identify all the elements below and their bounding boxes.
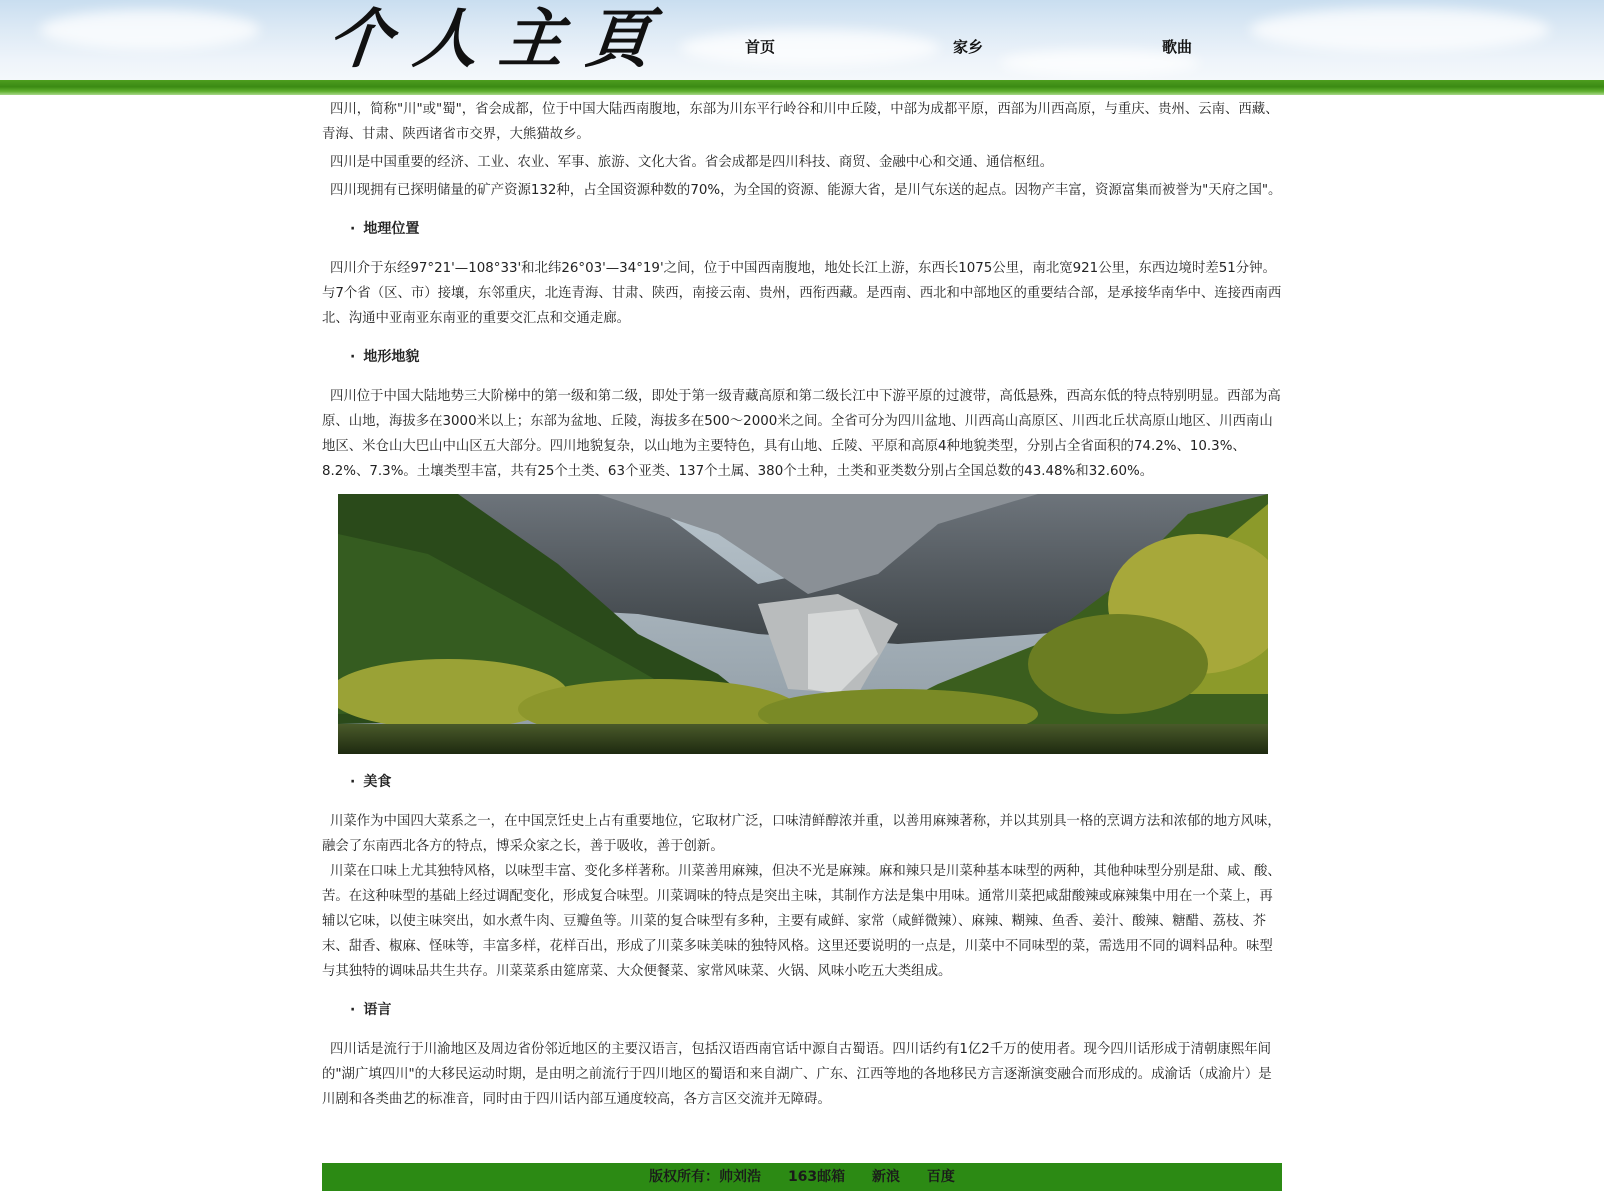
- footer-bar: [322, 1163, 1282, 1191]
- footer-link-sina[interactable]: 新浪: [872, 1169, 901, 1185]
- footer-link-163-mail[interactable]: 163邮箱: [787, 1169, 846, 1185]
- section-heading-food: · 美食: [350, 770, 1282, 795]
- header-divider-bar: [0, 80, 1604, 95]
- copyright-text: 版权所有：帅刘浩: [649, 1169, 762, 1185]
- geo-paragraph: 四川介于东经97°21'—108°33'和北纬26°03'—34°19'之间，位于中国西南腹地，地处长江上游，东西长1075公里，南北宽921公里，东西边境时差51分钟。与7个省（区、市）接壤，东邻重庆，北连青海、甘肃、陕西，南接云南、贵州，西衔西藏。是西南、西北和中部地区的重要结合部，是承接华南华中、连接西南西北、沟通中亚南亚东南亚的重要交汇点和交通走廊。: [322, 261, 1282, 326]
- intro-paragraph: 四川是中国重要的经济、工业、农业、军事、旅游、文化大省。省会成都是四川科技、商贸、金融中心和交通、通信枢纽。: [330, 155, 1054, 170]
- site-logo: 个人主頁: [324, 2, 676, 77]
- header: [0, 0, 1604, 80]
- cloud-decoration: [680, 30, 940, 66]
- nav-home[interactable]: 首页: [745, 38, 776, 56]
- footer-link-baidu[interactable]: 百度: [926, 1169, 955, 1185]
- section-heading-geo: · 地理位置: [350, 217, 1282, 242]
- cloud-decoration: [40, 10, 260, 50]
- section-heading-terrain: · 地形地貌: [350, 345, 1282, 370]
- landscape-image: [338, 494, 1268, 754]
- intro-paragraph: 四川现拥有已探明储量的矿产资源132种，占全国资源种数的70%，为全国的资源、能源大省，是川气东送的起点。因物产丰富，资源富集而被誉为"天府之国"。: [330, 183, 1282, 198]
- cloud-decoration: [1250, 8, 1550, 52]
- main-content: [322, 97, 1282, 1115]
- food-paragraph: 川菜在口味上尤其独特风格，以味型丰富、变化多样著称。川菜善用麻辣，但决不光是麻辣。麻和辣只是川菜种基本味型的两种，其他种味型分别是甜、咸、酸、苦。在这种味型的基础上经过调配变化，形成复合味型。川菜调味的特点是突出主味，其制作方法是集中用味。通常川菜把咸甜酸辣或麻辣集中用在一个菜上，再辅以它味，以使主味突出，如水煮牛肉、豆瓣鱼等。川菜的复合味型有多种，主要有咸鲜、家常（咸鲜微辣）、麻辣、糊辣、鱼香、姜汁、酸辣、糖醋、荔枝、芥末、甜香、椒麻、怪味等，丰富多样，花样百出，形成了川菜多味美味的独特风格。这里还要说明的一点是，川菜中不同味型的菜，需选用不同的调料品种。味型与其独特的调味品共生共存。川菜菜系由筵席菜、大众便餐菜、家常风味菜、火锅、风味小吃五大类组成。: [322, 864, 1281, 979]
- food-paragraph: 川菜作为中国四大菜系之一，在中国烹饪史上占有重要地位，它取材广泛，口味清鲜醇浓并重，以善用麻辣著称，并以其别具一格的烹调方法和浓郁的地方风味，融会了东南西北各方的特点，博采众家之长，善于吸收，善于创新。: [322, 814, 1281, 854]
- language-paragraph: 四川话是流行于川渝地区及周边省份邻近地区的主要汉语言，包括汉语西南官话中源自古蜀语。四川话约有1亿2千万的使用者。现今四川话形成于清朝康熙年间的"湖广填四川"的大移民运动时期，是由明之前流行于四川地区的蜀语和来自湖广、广东、江西等地的各地移民方言逐渐演变融合而形成的。成渝话（成渝片）是川剧和各类曲艺的标准音，同时由于四川话内部互通度较高，各方言区交流并无障碍。: [322, 1042, 1272, 1107]
- nav-hometown[interactable]: 家乡: [953, 38, 984, 56]
- nav-songs[interactable]: 歌曲: [1162, 38, 1193, 56]
- terrain-paragraph: 四川位于中国大陆地势三大阶梯中的第一级和第二级，即处于第一级青藏高原和第二级长江中下游平原的过渡带，高低悬殊，西高东低的特点特别明显。西部为高原、山地，海拔多在3000米以上；东部为盆地、丘陵，海拔多在500～2000米之间。全省可分为四川盆地、川西高山高原区、川西北丘状高原山地区、川西南山地区、米仓山大巴山中山区五大部分。四川地貌复杂，以山地为主要特色，具有山地、丘陵、平原和高原4种地貌类型，分别占全省面积的74.2%、10.3%、8.2%、7.3%。土壤类型丰富，共有25个土类、63个亚类、137个土属、380个土种，土类和亚类数分别占全国总数的43.48%和32.60%。: [322, 389, 1281, 479]
- section-heading-language: · 语言: [350, 998, 1282, 1023]
- intro-paragraph: 四川，简称"川"或"蜀"，省会成都，位于中国大陆西南腹地，东部为川东平行岭谷和川中丘陵，中部为成都平原，西部为川西高原，与重庆、贵州、云南、西藏、青海、甘肃、陕西诸省市交界，大熊猫故乡。: [322, 102, 1279, 142]
